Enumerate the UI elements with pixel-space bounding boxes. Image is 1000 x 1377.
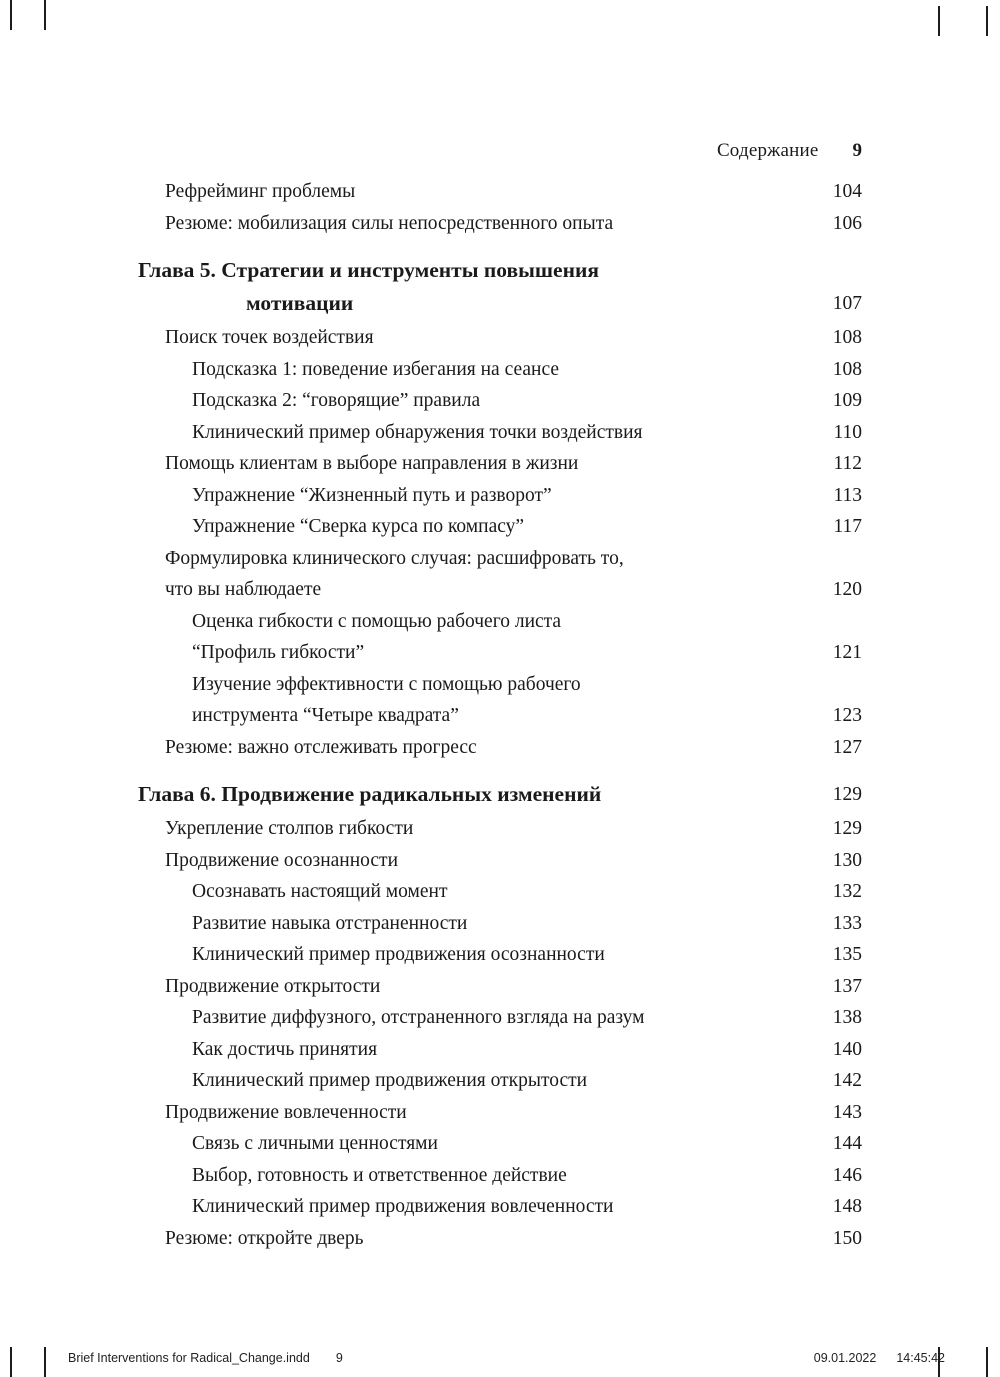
- toc-entry-line: Осознавать настоящий момент: [192, 881, 448, 902]
- toc-page-number: 150: [832, 1227, 862, 1249]
- toc-page-number: 106: [832, 212, 862, 234]
- toc-entry-text: [138, 939, 800, 971]
- footer-date: 09.01.2022: [813, 1351, 877, 1365]
- toc-page-number: 142: [832, 1070, 862, 1091]
- toc-entry-text: [138, 908, 800, 940]
- toc-page-number: 133: [832, 912, 862, 934]
- toc-entry-text: [138, 1034, 800, 1066]
- toc-page-number: 123: [832, 705, 862, 726]
- toc-entry-text: [138, 1191, 800, 1223]
- toc-page-number: 148: [832, 1196, 862, 1217]
- toc-entry-text: [138, 778, 800, 811]
- toc-entry-line: Резюме: важно отслеживать прогресс: [165, 736, 477, 758]
- crop-mark: [986, 1347, 988, 1377]
- toc-entry: [138, 1097, 862, 1129]
- toc-entry: [138, 1034, 862, 1066]
- toc-entry-line: Выбор, готовность и ответственное действие: [192, 1164, 567, 1186]
- toc-entry: [138, 354, 862, 386]
- toc-entry-line: Клинический пример продвижения осознанности: [192, 944, 605, 965]
- crop-mark: [938, 6, 940, 36]
- toc-entry: [138, 876, 862, 908]
- toc-page-number: 108: [832, 327, 862, 348]
- toc-page-number: 110: [833, 421, 862, 443]
- toc-entry: [138, 845, 862, 877]
- toc-entry-text: [138, 732, 800, 764]
- toc-entry: [138, 385, 862, 417]
- toc-entry-line: Упражнение “Сверка курса по компасу”: [192, 516, 525, 537]
- toc-entry-text: [138, 254, 800, 320]
- toc-entry-text: [138, 1097, 800, 1129]
- toc-entry-line: Подсказка 2: “говорящие” правила: [192, 390, 481, 411]
- toc-page-number: 107: [832, 293, 862, 314]
- toc-entry-text: [138, 176, 800, 208]
- toc-page-number: 127: [832, 736, 862, 758]
- toc-entry-text: [138, 1065, 800, 1097]
- toc-page-number: 129: [832, 818, 862, 839]
- toc-page-number: 138: [832, 1007, 862, 1028]
- toc-page-number: 129: [832, 784, 862, 805]
- toc-entry-line: “Профиль гибкости”: [192, 642, 365, 663]
- toc-page-number: 112: [833, 453, 862, 474]
- toc-entry: [138, 908, 862, 940]
- toc-entry-text: [138, 1002, 800, 1034]
- toc-entry: [138, 732, 862, 764]
- toc-entry-text: [138, 606, 800, 669]
- toc-entry-text: [138, 1128, 800, 1160]
- toc-entry-line: Формулировка клинического случая: расшифровать то,: [165, 547, 624, 569]
- toc-page-number: 113: [833, 484, 862, 506]
- toc-entry-line: Глава 6. Продвижение радикальных изменений: [138, 782, 602, 806]
- toc-entry-text: [138, 448, 800, 480]
- toc-entry-line: инструмента “Четыре квадрата”: [192, 705, 459, 726]
- toc-entry-text: [138, 971, 800, 1003]
- toc-page-number: 146: [832, 1164, 862, 1186]
- toc-page-number: 137: [832, 975, 862, 997]
- toc-entry-line: Резюме: откройте дверь: [165, 1227, 364, 1249]
- toc-entry: [138, 417, 862, 449]
- toc-page-number: 135: [832, 944, 862, 965]
- toc-entry-line: Помощь клиентам в выборе направления в жизни: [165, 453, 579, 474]
- toc-entry: [138, 543, 862, 606]
- toc-page-number: 140: [832, 1038, 862, 1060]
- running-head-page-number: 9: [852, 140, 862, 161]
- crop-mark: [44, 1347, 46, 1377]
- toc-entry: [138, 1065, 862, 1097]
- toc-entry-text: [138, 876, 800, 908]
- toc-entry: [138, 939, 862, 971]
- toc-entry-line: Рефрейминг проблемы: [165, 181, 356, 202]
- toc-entry: [138, 1223, 862, 1255]
- toc-entry-line: Изучение эффективности с помощью рабочего: [192, 673, 581, 695]
- footer-time: 14:45:42: [896, 1351, 945, 1365]
- toc-page-number: 130: [832, 849, 862, 871]
- toc-entry: [138, 1191, 862, 1223]
- toc-list: [138, 176, 862, 1254]
- toc-page-number: 120: [832, 579, 862, 600]
- toc-page-number: 108: [832, 358, 862, 380]
- toc-entry: [138, 606, 862, 669]
- toc-page-number: 109: [832, 390, 862, 411]
- toc-entry-line: Укрепление столпов гибкости: [165, 818, 414, 839]
- crop-mark: [986, 6, 988, 36]
- toc-entry-text: [138, 1160, 800, 1192]
- toc-entry-line: Развитие диффузного, отстраненного взгляда на разум: [192, 1007, 645, 1028]
- toc-entry: [138, 480, 862, 512]
- toc-entry-text: [138, 385, 800, 417]
- toc-entry-line: Упражнение “Жизненный путь и разворот”: [192, 484, 552, 506]
- toc-entry-line: Развитие навыка отстраненности: [192, 912, 468, 934]
- toc-entry-line: Продвижение открытости: [165, 975, 381, 997]
- toc-entry: [138, 813, 862, 845]
- footer-file-name: Brief Interventions for Radical_Change.indd: [68, 1351, 310, 1365]
- toc-entry-text: [138, 845, 800, 877]
- toc-page-number: 132: [832, 881, 862, 902]
- toc-entry-line: Поиск точек воздействия: [165, 327, 374, 348]
- toc-entry-line: мотивации: [246, 291, 354, 315]
- toc-entry-line: Резюме: мобилизация силы непосредственного опыта: [165, 212, 614, 234]
- toc-entry-text: [138, 480, 800, 512]
- page-footer: [68, 1351, 945, 1365]
- toc-entry-text: [138, 511, 800, 543]
- toc-entry-line: Подсказка 1: поведение избегания на сеансе: [192, 358, 560, 380]
- toc-entry-line: Глава 5. Стратегии и инструменты повышения: [138, 258, 599, 282]
- toc-entry-text: [138, 669, 800, 732]
- toc-page-number: 143: [832, 1101, 862, 1123]
- toc-entry: [138, 1002, 862, 1034]
- toc-entry: [138, 176, 862, 208]
- toc-entry: [138, 971, 862, 1003]
- toc-entry-text: [138, 543, 800, 606]
- toc-entry-line: Клинический пример продвижения вовлеченности: [192, 1196, 614, 1217]
- toc-entry-line: Оценка гибкости с помощью рабочего листа: [192, 610, 562, 632]
- footer-right: [814, 1351, 945, 1365]
- toc-entry: [138, 669, 862, 732]
- toc-entry: [138, 254, 862, 320]
- toc-page-number: 121: [832, 642, 862, 663]
- toc-page-number: 104: [832, 181, 862, 202]
- toc-entry: [138, 322, 862, 354]
- toc-page-number: 144: [832, 1133, 862, 1154]
- toc-entry: [138, 1128, 862, 1160]
- running-head: [138, 140, 862, 162]
- toc-entry-line: Продвижение вовлеченности: [165, 1101, 407, 1123]
- toc-entry-line: Клинический пример продвижения открытости: [192, 1070, 588, 1091]
- toc-entry: [138, 448, 862, 480]
- running-head-title: Содержание: [716, 140, 819, 161]
- toc-page-number: 117: [833, 516, 862, 537]
- crop-mark: [10, 1347, 12, 1377]
- toc-entry-line: что вы наблюдаете: [165, 579, 322, 600]
- toc-entry-text: [138, 813, 800, 845]
- toc-entry-text: [138, 1223, 800, 1255]
- toc-entry-text: [138, 322, 800, 354]
- crop-mark: [44, 0, 46, 30]
- toc-entry-line: Клинический пример обнаружения точки воздействия: [192, 421, 643, 443]
- toc-entry-line: Продвижение осознанности: [165, 849, 399, 871]
- toc-entry-line: Связь с личными ценностями: [192, 1133, 438, 1154]
- toc-entry: [138, 1160, 862, 1192]
- toc-entry-text: [138, 417, 800, 449]
- toc-entry-text: [138, 354, 800, 386]
- footer-left: [68, 1351, 343, 1365]
- toc-entry-line: Как достичь принятия: [192, 1038, 378, 1060]
- toc-entry-text: [138, 208, 800, 240]
- toc-entry: [138, 208, 862, 240]
- toc-entry: [138, 511, 862, 543]
- footer-file-page: 9: [335, 1351, 343, 1365]
- crop-mark: [10, 0, 12, 30]
- toc-entry: [138, 778, 862, 811]
